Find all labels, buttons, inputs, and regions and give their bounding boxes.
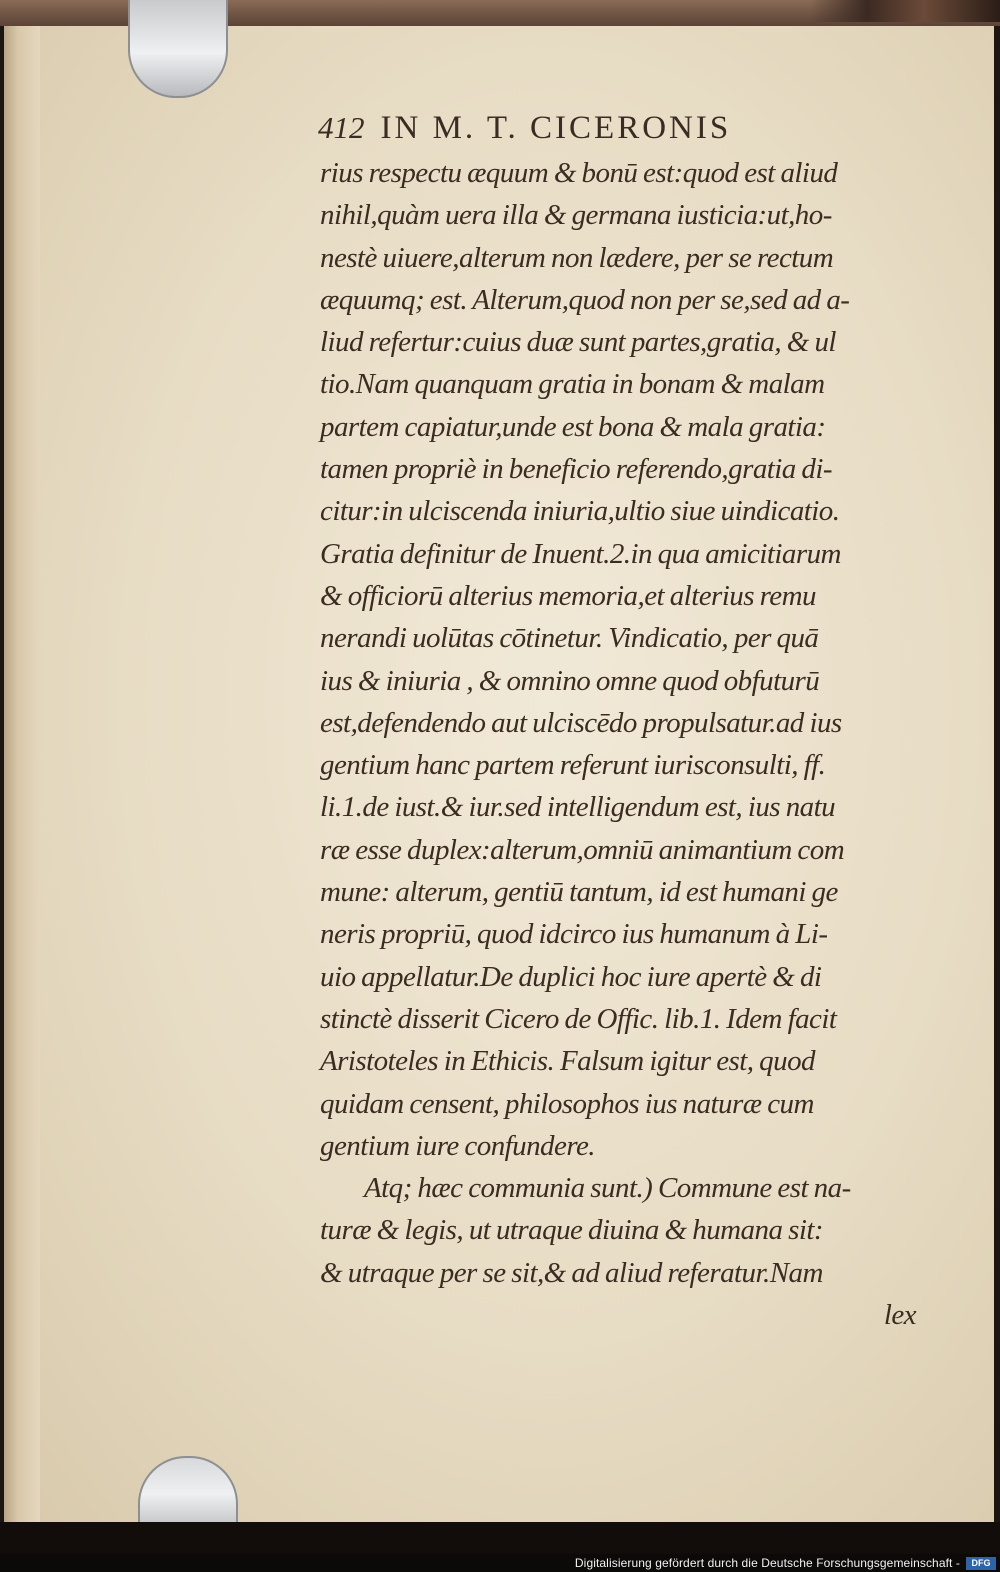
text-line: & utraque per se sit,& ad aliud referatur.Nam: [320, 1256, 823, 1289]
dfg-logo: DFG: [966, 1557, 996, 1570]
text-line: mune: alterum, gentiū tantum, id est humani ge: [320, 876, 838, 909]
text-line: tio.Nam quanquam gratia in bonam & malam: [320, 368, 825, 401]
footer-credit: Digitalisierung gefördert durch die Deutsche Forschungsgemeinschaft -: [574, 1556, 960, 1570]
text-line: neris propriū, quod idcirco ius humanum à Li-: [320, 918, 828, 951]
text-line: gentium hanc partem referunt iurisconsulti, ff.: [320, 749, 826, 782]
text-line: æquumq; est. Alterum,quod non per se,sed ad a-: [320, 283, 850, 316]
page-gutter: [4, 26, 40, 1522]
text-line: turæ & legis, ut utraque diuina & humana sit:: [320, 1214, 823, 1247]
page-clip-top: [128, 0, 228, 98]
text-line: Aristoteles in Ethicis. Falsum igitur est, quod: [320, 1045, 815, 1078]
page-number: 412: [318, 110, 365, 145]
text-line: uio appellatur.De duplici hoc iure apertè & di: [320, 960, 822, 993]
binding-ornament: [810, 0, 1000, 22]
text-line: nihil,quàm uera illa & germana iusticia:ut,ho-: [320, 199, 832, 232]
running-head: [318, 110, 731, 150]
body-text: [320, 152, 918, 1336]
text-line: Gratia definitur de Inuent.2.in qua amicitiarum: [320, 537, 841, 570]
text-line: ius & iniuria , & omnino omne quod obfuturū: [320, 664, 820, 697]
text-line: quidam censent, philosophos ius naturæ cum: [320, 1087, 814, 1120]
text-line: partem capiatur,unde est bona & mala gratia:: [320, 410, 826, 443]
text-line: rius respectu æquum & bonū est:quod est aliud: [320, 157, 838, 189]
text-line: liud refertur:cuius duæ sunt partes,gratia, & ul: [320, 326, 836, 359]
text-line: citur:in ulciscenda iniuria,ultio siue uindicatio.: [320, 495, 840, 528]
text-line: stinctè disserit Cicero de Offic. lib.1. Idem facit: [320, 1002, 837, 1035]
text-line: nestè uiuere,alterum non lædere, per se rectum: [320, 241, 834, 274]
text-line: ræ esse duplex:alterum,omniū animantium com: [320, 833, 845, 866]
catchword: lex: [883, 1299, 916, 1332]
text-line: tamen propriè in beneficio referendo,gratia di-: [320, 453, 832, 486]
text-line: & officiorū alterius memoria,et alterius remu: [320, 579, 816, 612]
running-title: IN M. T. CICERONIS: [380, 110, 732, 146]
text-line: li.1.de iust.& iur.sed intelligendum est, ius natu: [320, 791, 836, 824]
text-line: nerandi uolūtas cōtinetur. Vindicatio, per quā: [320, 622, 819, 655]
text-line: est,defendendo aut ulciscēdo propulsatur.ad ius: [320, 706, 842, 739]
text-line-paragraph-start: Atq; hæc communia sunt.) Commune est na-: [364, 1172, 851, 1205]
text-line: gentium iure confundere.: [320, 1129, 595, 1162]
